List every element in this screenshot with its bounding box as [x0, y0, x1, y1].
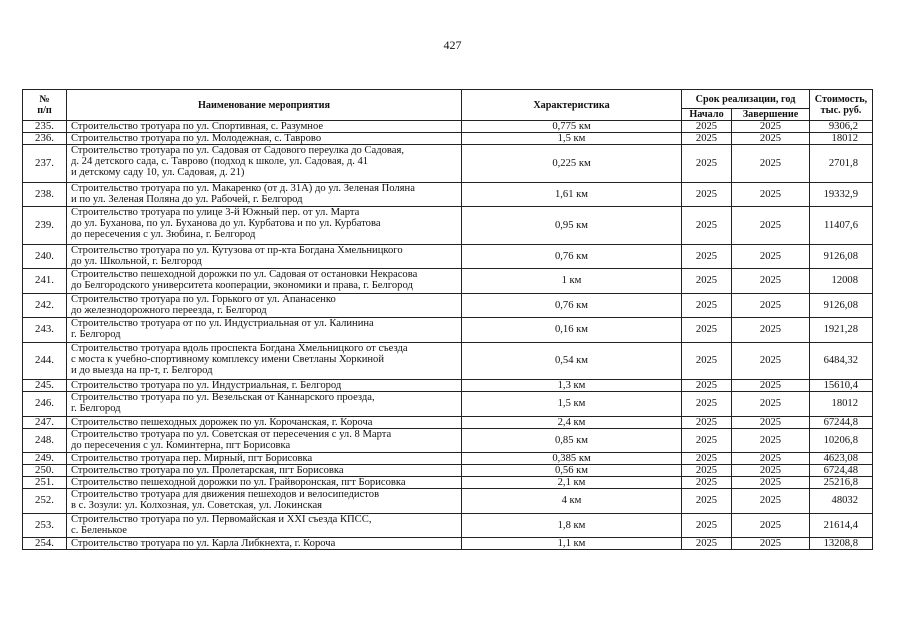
characteristic: 0,775 км	[462, 121, 682, 133]
measure-name-line: г. Белгород	[71, 403, 121, 414]
end-year: 2025	[732, 318, 810, 343]
characteristic: 0,76 км	[462, 244, 682, 269]
table-row	[23, 477, 873, 489]
start-year: 2025	[682, 392, 732, 417]
row-number: 249.	[23, 453, 67, 465]
cost-value: 19332,9	[810, 182, 873, 207]
row-number: 236.	[23, 133, 67, 145]
end-year: 2025	[732, 538, 810, 550]
cost-value: 9306,2	[810, 121, 873, 133]
measure-name-line: до Белгородского университета кооперации, экономики и права, г. Белгород	[71, 280, 413, 291]
start-year: 2025	[682, 428, 732, 453]
end-year: 2025	[732, 416, 810, 428]
cost-value: 25216,8	[810, 477, 873, 489]
header-num-line2: п/п	[37, 105, 52, 116]
measure-name-line: и детскому саду 10, ул. Садовая, д. 21)	[71, 167, 245, 178]
end-year: 2025	[732, 293, 810, 318]
measure-name-line: с моста к учебно-спортивному комплексу имени Светланы Хоркиной	[71, 353, 385, 365]
characteristic: 1,5 км	[462, 133, 682, 145]
end-year: 2025	[732, 513, 810, 538]
end-year: 2025	[732, 465, 810, 477]
measure-name-line: Строительство тротуара по ул. Пролетарская, пгт Борисовка	[71, 465, 344, 476]
start-year: 2025	[682, 453, 732, 465]
measure-name-line: до ул. Школьной, г. Белгород	[71, 255, 202, 267]
measure-name	[67, 121, 462, 133]
characteristic: 1 км	[462, 269, 682, 294]
table-row	[23, 318, 873, 343]
cost-value: 6724,48	[810, 465, 873, 477]
start-year: 2025	[682, 416, 732, 428]
measure-name-line: Строительство тротуара по ул. Везельская от Каннарского проезда,	[71, 392, 375, 403]
table-row	[23, 513, 873, 538]
measure-name	[67, 453, 462, 465]
start-year: 2025	[682, 342, 732, 380]
row-number: 235.	[23, 121, 67, 133]
measure-name-line: и по ул. Зеленая Поляна до ул. Рабочей, г. Белгород	[71, 193, 303, 205]
cost-value: 9126,08	[810, 293, 873, 318]
measure-name	[67, 513, 462, 538]
measure-name	[67, 416, 462, 428]
row-number: 241.	[23, 269, 67, 294]
cost-value: 1921,28	[810, 318, 873, 343]
measure-name-line: Строительство тротуара вдоль проспекта Богдана Хмельницкого от съезда	[71, 342, 408, 354]
header-cost	[810, 90, 873, 121]
end-year: 2025	[732, 244, 810, 269]
characteristic: 1,61 км	[462, 182, 682, 207]
measure-name-line: д. 24 детского сада, с. Таврово (подход к школе, ул. Садовая, д. 41	[71, 156, 369, 167]
measure-name	[67, 293, 462, 318]
row-number: 237.	[23, 145, 67, 183]
measure-name-line: Строительство тротуара по ул. Советская от пересечения с ул. 8 Марта	[71, 428, 392, 440]
start-year: 2025	[682, 293, 732, 318]
row-number: 244.	[23, 342, 67, 380]
cost-value: 9126,08	[810, 244, 873, 269]
characteristic: 1,8 км	[462, 513, 682, 538]
start-year: 2025	[682, 380, 732, 392]
cost-value: 18012	[810, 133, 873, 145]
measure-name	[67, 207, 462, 245]
header-end: Завершение	[732, 109, 810, 121]
cost-value: 10206,8	[810, 428, 873, 453]
end-year: 2025	[732, 121, 810, 133]
end-year: 2025	[732, 342, 810, 380]
row-number: 248.	[23, 428, 67, 453]
row-number: 238.	[23, 182, 67, 207]
header-period: Срок реализации, год	[682, 90, 810, 109]
table-row	[23, 293, 873, 318]
table-row	[23, 416, 873, 428]
row-number: 242.	[23, 293, 67, 318]
cost-value: 4623,08	[810, 453, 873, 465]
row-number: 253.	[23, 513, 67, 538]
page-number: 427	[443, 38, 462, 52]
end-year: 2025	[732, 269, 810, 294]
measure-name	[67, 182, 462, 207]
measure-name-line: Строительство тротуара по ул. Кутузова от пр-кта Богдана Хмельницкого	[71, 244, 403, 256]
table-row	[23, 453, 873, 465]
measure-name-line: Строительство пешеходной дорожки по ул. Садовая от остановки Некрасова	[71, 269, 418, 280]
measure-name-line: Строительство тротуара по ул. Садовая от Садового переулка до Садовая,	[71, 145, 404, 156]
measure-name	[67, 489, 462, 514]
header-name: Наименование мероприятия	[67, 90, 462, 121]
start-year: 2025	[682, 538, 732, 550]
measure-name-line: Строительство тротуара от по ул. Индустриальная от ул. Калинина	[71, 318, 374, 329]
cost-value: 6484,32	[810, 342, 873, 380]
row-number: 243.	[23, 318, 67, 343]
table-row	[23, 269, 873, 294]
row-number: 252.	[23, 489, 67, 514]
start-year: 2025	[682, 182, 732, 207]
end-year: 2025	[732, 428, 810, 453]
table-row	[23, 538, 873, 550]
row-number: 239.	[23, 207, 67, 245]
cost-value: 48032	[810, 489, 873, 514]
measure-name	[67, 269, 462, 294]
measure-name	[67, 342, 462, 380]
characteristic: 0,56 км	[462, 465, 682, 477]
row-number: 254.	[23, 538, 67, 550]
characteristic: 1,5 км	[462, 392, 682, 417]
measure-name-line: Строительство тротуара по ул. Индустриальная, г. Белгород	[71, 380, 342, 391]
measure-name-line: до ул. Буханова, по ул. Буханова до ул. Курбатова и по ул. Курбатова	[71, 218, 381, 229]
start-year: 2025	[682, 133, 732, 145]
end-year: 2025	[732, 380, 810, 392]
measure-name	[67, 133, 462, 145]
end-year: 2025	[732, 489, 810, 514]
table-body	[23, 121, 873, 550]
table-row	[23, 121, 873, 133]
start-year: 2025	[682, 489, 732, 514]
start-year: 2025	[682, 121, 732, 133]
cost-value: 13208,8	[810, 538, 873, 550]
characteristic: 0,225 км	[462, 145, 682, 183]
table-row	[23, 380, 873, 392]
measure-name-line: Строительство тротуара по улице 3-й Южный пер. от ул. Марта	[71, 207, 360, 218]
measure-name	[67, 477, 462, 489]
characteristic: 0,95 км	[462, 207, 682, 245]
header-cost-line2: тыс. руб.	[820, 105, 862, 116]
table-row	[23, 342, 873, 380]
start-year: 2025	[682, 318, 732, 343]
characteristic: 0,85 км	[462, 428, 682, 453]
measure-name-line: до железнодорожного переезда, г. Белгород	[71, 304, 267, 316]
table-row	[23, 145, 873, 183]
header-num	[23, 90, 67, 121]
table-row	[23, 182, 873, 207]
row-number: 251.	[23, 477, 67, 489]
start-year: 2025	[682, 269, 732, 294]
end-year: 2025	[732, 133, 810, 145]
measure-name-line: Строительство пешеходной дорожки по ул. Грайворонская, пгт Борисовка	[71, 477, 406, 488]
measure-name-line: в с. Зозули: ул. Колхозная, ул. Советская, ул. Локинская	[71, 500, 323, 511]
cost-value: 2701,8	[810, 145, 873, 183]
characteristic: 4 км	[462, 489, 682, 514]
measure-name-line: г. Белгород	[71, 329, 121, 340]
header-start: Начало	[682, 109, 732, 121]
table-row	[23, 489, 873, 514]
cost-value: 18012	[810, 392, 873, 417]
row-number: 247.	[23, 416, 67, 428]
end-year: 2025	[732, 182, 810, 207]
cost-value: 12008	[810, 269, 873, 294]
header-characteristic: Характеристика	[462, 90, 682, 121]
measure-name-line: и до выезда на пр-т, г. Белгород	[71, 364, 213, 376]
measure-name-line: Строительство тротуара пер. Мирный, пгт Борисовка	[71, 453, 313, 464]
measure-name-line: Строительство тротуара по ул. Макаренко (от д. 31А) до ул. Зеленая Поляна	[71, 182, 415, 194]
start-year: 2025	[682, 207, 732, 245]
row-number: 250.	[23, 465, 67, 477]
characteristic: 2,1 км	[462, 477, 682, 489]
measure-name-line: Строительство тротуара для движения пешеходов и велосипедистов	[71, 489, 380, 500]
measure-name-line: Строительство тротуара по ул. Спортивная, с. Разумное	[71, 121, 324, 132]
measure-name	[67, 538, 462, 550]
table-row	[23, 207, 873, 245]
end-year: 2025	[732, 477, 810, 489]
measure-name	[67, 145, 462, 183]
cost-value: 67244,8	[810, 416, 873, 428]
row-number: 246.	[23, 392, 67, 417]
end-year: 2025	[732, 392, 810, 417]
header-cost-line1: Стоимость,	[814, 94, 868, 105]
measure-name-line: до пересечения с ул. Коминтерна, пгт Борисовка	[71, 439, 291, 451]
characteristic: 2,4 км	[462, 416, 682, 428]
measure-name-line: с. Беленькое	[71, 524, 128, 536]
end-year: 2025	[732, 145, 810, 183]
measure-name-line: Строительство тротуара по ул. Карла Либкнехта, г. Короча	[71, 538, 336, 549]
characteristic: 0,385 км	[462, 453, 682, 465]
start-year: 2025	[682, 465, 732, 477]
cost-value: 11407,6	[810, 207, 873, 245]
table-row	[23, 244, 873, 269]
table-header	[23, 90, 873, 121]
characteristic: 1,1 км	[462, 538, 682, 550]
measure-name	[67, 428, 462, 453]
measures-table	[22, 89, 873, 550]
measure-name	[67, 392, 462, 417]
header-num-line1: №	[39, 94, 50, 105]
measure-name	[67, 244, 462, 269]
characteristic: 1,3 км	[462, 380, 682, 392]
start-year: 2025	[682, 145, 732, 183]
measure-name	[67, 465, 462, 477]
characteristic: 0,54 км	[462, 342, 682, 380]
measure-name-line: Строительство тротуара по ул. Горького от ул. Апанасенко	[71, 293, 336, 305]
measure-name-line: Строительство пешеходных дорожек по ул. Корочанская, г. Короча	[71, 416, 373, 428]
measure-name-line: Строительство тротуара по ул. Первомайская и XXI съезда КПСС,	[71, 513, 372, 525]
start-year: 2025	[682, 244, 732, 269]
table-row	[23, 133, 873, 145]
row-number: 245.	[23, 380, 67, 392]
cost-value: 15610,4	[810, 380, 873, 392]
start-year: 2025	[682, 477, 732, 489]
row-number: 240.	[23, 244, 67, 269]
measure-name-line: до пересечения с ул. Зюбина, г. Белгород	[71, 229, 256, 240]
end-year: 2025	[732, 207, 810, 245]
table-row	[23, 392, 873, 417]
table-row	[23, 465, 873, 477]
characteristic: 0,16 км	[462, 318, 682, 343]
cost-value: 21614,4	[810, 513, 873, 538]
end-year: 2025	[732, 453, 810, 465]
characteristic: 0,76 км	[462, 293, 682, 318]
table-row	[23, 428, 873, 453]
measure-name	[67, 318, 462, 343]
measure-name-line: Строительство тротуара по ул. Молодежная, с. Таврово	[71, 133, 322, 144]
measure-name	[67, 380, 462, 392]
start-year: 2025	[682, 513, 732, 538]
